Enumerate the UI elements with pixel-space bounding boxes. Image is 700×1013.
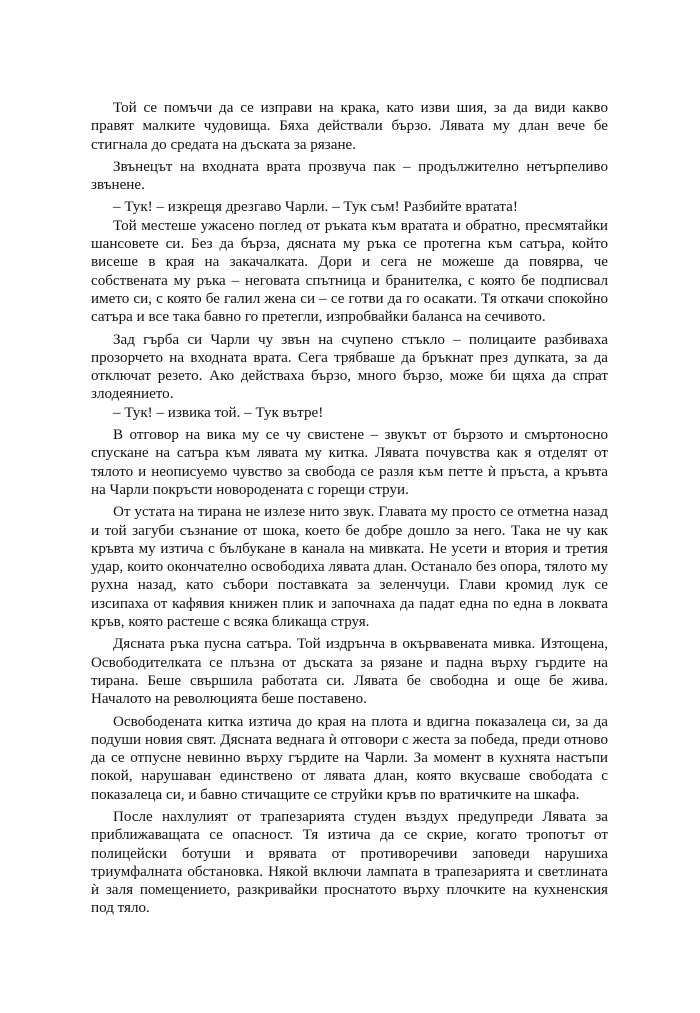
paragraph: Зад гърба си Чарли чу звън на счупено стъкло – полицаите разбиваха прозорчето на входната врата. Сега трябваше да бръкнат през дупката, за да отключат резето. Ако действаха бързо, много бързо, може би щяха да спрат злодеянието. xyxy=(91,331,608,403)
paragraph: Освободената китка изтича до края на плота и вдигна показалеца си, за да подуши новия свят. Дясната веднага ѝ отговори с жеста за победа, преди отново да се отпусне невинно върху гърдите на Чарли. За момент в кухнята настъпи покой, нарушаван единствено от лявата длан, която вкусваше свободата с показалеца си, и бавно стичащите се струйки кръв по вратичките на шкафа. xyxy=(91,713,608,803)
paragraph: После нахлулият от трапезарията студен въздух предупреди Лявата за приближаващата се опасност. Тя изтича да се скрие, когато тропотът от полицейски ботуши и врявата от противоречиви заповеди нарушиха триумфалната обстановка. Някой включи лампата в трапезарията и светлината ѝ заля помещението, разкривайки проснатото върху плочките на кухненския под тяло. xyxy=(91,808,608,917)
paragraph: Дясната ръка пусна сатъра. Той издрънча в окървавената мивка. Изтощена, Освободителката се плъзна от дъската за рязане и падна върху гърдите на тирана. Беше свършила работата си. Лявата бе свободна и още бе жива. Началото на революцията беше поставено. xyxy=(91,636,608,708)
paragraph: Той местеше ужасено поглед от ръката към вратата и обратно, пресмятайки шансовете си. Без да бърза, дясната му ръка се протегна към сатъра, който висеше в края на закачалката. Дори и сега не можеше да повярва, че собствената му ръка – неговата спътница и бранителка, с която бе подписвал името си, с която бе галил жена си – се готви да го осакати. Тя откачи спокойно сатъра и все така бавно го претегли, изпробвайки баланса на сечивото. xyxy=(91,217,608,326)
paragraph: – Тук! – изкрещя дрезгаво Чарли. – Тук съм! Разбийте вратата! xyxy=(113,199,518,216)
paragraph: В отговор на вика му се чу свистене – звукът от бързото и смъртоносно спускане на сатъра към лявата му китка. Лявата почувства как я отделят от тялото и неописуемо чувство за свобода се разля към петте ѝ пръста, а кръвта на Чарли покръсти новородената с горещи струи. xyxy=(91,427,608,498)
paragraph: Звънецът на входната врата прозвуча пак – продължително нетърпеливо звънене. xyxy=(91,158,608,194)
body-text xyxy=(91,99,608,918)
paragraph: От устата на тирана не излезе нито звук. Главата му просто се отметна назад и той загуби съзнание от шока, което бе добре дошло за него. Така не чу как кръвта му изтича с бълбукане в канала на мивката. Не усети и втория и третия удар, които окончателно освободиха лявата длан. Останало без опора, тялото му рухна назад, като събори поставката за зеленчуци. Глави кромид лук се изсипаха от кафявия книжен плик и започнаха да падат една по една в локвата кръв, която растеше с всяка бликаща струя. xyxy=(91,504,608,631)
paragraph: Той се помъчи да се изправи на крака, като изви шия, за да види какво правят малките чудовища. Бяха действали бързо. Лявата му длан вече бе стигнала до средата на дъската за рязане. xyxy=(91,100,608,153)
paragraph: – Тук! – извика той. – Тук вътре! xyxy=(113,404,324,421)
